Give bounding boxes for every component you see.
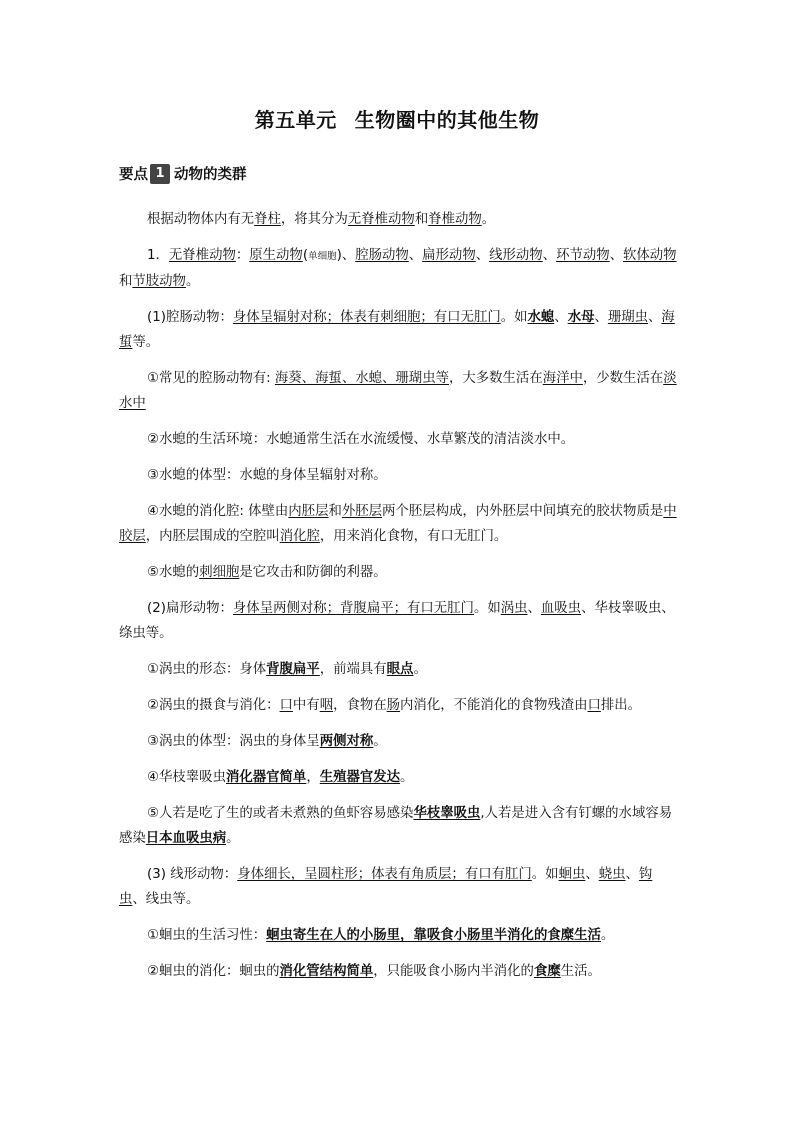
paragraph-flatworms [119, 596, 679, 646]
text: ②蛔虫的消化：蛔虫的 [147, 964, 280, 979]
section-prefix: 要点 [119, 167, 148, 183]
keyword: 华枝睾吸虫 [413, 806, 481, 821]
keyword: 原生动物 [249, 248, 303, 263]
keyword: 脊柱 [254, 212, 281, 227]
paragraph-intro [119, 207, 679, 232]
keyword: 线形动物 [489, 248, 543, 263]
keyword: 生殖器官发达 [319, 770, 401, 785]
text: ①蛔虫的生活习性： [147, 928, 267, 943]
page-title [0, 104, 794, 133]
text: 。 [481, 212, 496, 227]
text: 、华枝睾吸虫、绦虫等。 [119, 601, 675, 641]
keyword: 刺细胞 [199, 565, 240, 580]
text: ，大多数生活在 [448, 371, 543, 386]
paragraph-coelenterates-1 [119, 366, 679, 416]
keyword: 中胶层 [119, 504, 677, 544]
keyword: 内胚层 [288, 504, 329, 519]
text: 、 [527, 601, 541, 616]
keyword: 两侧对称 [319, 734, 374, 749]
keyword: 软体动物 [623, 248, 677, 263]
text: ，将其分为 [280, 212, 348, 227]
paragraph-coelenterates-2: ②水螅的生活环境：水螅通常生活在水流缓慢、水草繁茂的清洁淡水中。 [147, 432, 575, 447]
text: 是它攻击和防御的利器。 [239, 565, 387, 580]
paragraph-invertebrates [119, 243, 679, 294]
keyword: 消化管结构简单 [279, 964, 374, 979]
text: 、 [585, 867, 599, 882]
text: 。 [226, 831, 240, 846]
text: ， [306, 770, 320, 785]
text: 、 [554, 310, 568, 325]
paragraph-roundworms-1 [119, 923, 679, 948]
paragraph-coelenterates-3: ③水螅的体型：水螅的身体呈辐射对称。 [147, 468, 387, 483]
text: 。如 [500, 310, 528, 325]
paragraph-coelenterates-4 [119, 499, 679, 549]
text: 。如 [473, 601, 501, 616]
keyword: 蛔虫 [558, 867, 586, 882]
text: 生活。 [560, 964, 601, 979]
keyword: 海葵、海蜇、水螅、珊瑚虫等 [274, 371, 449, 386]
keyword: 血吸虫 [540, 601, 582, 616]
keyword: 节肢动物 [132, 274, 186, 289]
keyword: 蛲虫 [598, 867, 626, 882]
paragraph-roundworms [119, 862, 679, 912]
keyword: 外胚层 [341, 504, 383, 519]
text: 、 [648, 310, 662, 325]
section-number-badge: 1 [150, 164, 170, 184]
text: ③涡虫的体型：涡虫的身体呈 [147, 734, 320, 749]
text: (1)腔肠动物： [147, 310, 233, 325]
keyword: 身体细长，呈圆柱形；体表有角质层；有口有肛门 [237, 867, 532, 882]
text: 。 [600, 928, 615, 943]
text: 、 [609, 248, 624, 263]
text: ④华枝睾吸虫 [147, 770, 226, 785]
text: (3) 线形动物： [147, 867, 238, 882]
text: 和 [328, 504, 342, 519]
keyword: 海洋中 [542, 371, 583, 386]
keyword: 无脊椎动物 [347, 212, 415, 227]
paragraph-flatworms-4 [119, 765, 679, 790]
paragraph-flatworms-1 [119, 657, 679, 682]
paragraph-flatworms-3 [119, 729, 679, 754]
text: ，食物在 [333, 698, 387, 713]
text: ④水螅的消化腔: 体壁由 [147, 504, 289, 519]
text: ⑤水螅的 [147, 565, 200, 580]
keyword: 钩虫 [119, 867, 653, 907]
text: 排出。 [600, 698, 642, 713]
text: )、 [336, 248, 356, 263]
keyword: 水母 [567, 310, 595, 325]
text: ，只能吸食小肠内半消化的 [373, 964, 534, 979]
keyword: 背腹扁平 [266, 662, 320, 677]
text: ⑤人若是吃了生的或者未煮熟的鱼虾容易感染 [147, 806, 414, 821]
keyword: 淡水中 [119, 371, 677, 411]
text: 两个胚层构成，内外胚层中间填充的胶状物质是 [382, 504, 664, 519]
paragraph-coelenterates [119, 305, 679, 355]
text: 。 [413, 662, 427, 677]
text: ，内胚层围成的空腔叫 [145, 529, 280, 544]
keyword: 环节动物 [556, 248, 610, 263]
text: 中有 [292, 698, 320, 713]
keyword: 身体呈两侧对称；背腹扁平；有口无肛门 [232, 601, 474, 616]
text: 、 [475, 248, 490, 263]
text: ，前端具有 [319, 662, 387, 677]
note: 单细胞 [308, 251, 337, 262]
keyword: 珊瑚虫 [607, 310, 649, 325]
section-heading [119, 163, 247, 184]
text: ,人若是进入含有钉螺的水域容易感染 [119, 806, 673, 846]
text: 。如 [531, 867, 559, 882]
paragraph-flatworms-2 [119, 693, 679, 718]
keyword: 海蜇 [119, 310, 675, 350]
paragraph-flatworms-5 [119, 801, 679, 851]
text: ①涡虫的形态：身体 [147, 662, 267, 677]
text: 。 [400, 770, 414, 785]
text: 、 [594, 310, 608, 325]
text: 根据动物体内有无 [147, 212, 255, 227]
unit-label: 第五单元 [254, 108, 337, 132]
keyword: 消化腔 [279, 529, 320, 544]
keyword: 咽 [319, 698, 334, 713]
keyword: 扁形动物 [422, 248, 476, 263]
text: 1． [147, 248, 169, 263]
text: 。 [373, 734, 387, 749]
text: ( [302, 248, 309, 263]
text: 、线虫等。 [132, 892, 200, 907]
text: 内消化，不能消化的食物残渣由 [400, 698, 588, 713]
keyword: 身体呈辐射对称；体表有刺细胞；有口无肛门 [232, 310, 501, 325]
keyword: 消化器官简单 [225, 770, 307, 785]
text: 等。 [132, 335, 160, 350]
text: (2)扁形动物： [147, 601, 233, 616]
keyword: 口 [587, 698, 601, 713]
text: ，用来消化食物，有口无肛门。 [319, 529, 508, 544]
content-body [119, 207, 679, 995]
keyword: 水螅 [527, 310, 555, 325]
unit-name: 生物圈中的其他生物 [354, 108, 540, 132]
keyword: 脊椎动物 [428, 212, 482, 227]
keyword: 涡虫 [500, 601, 528, 616]
text: ①常见的腔肠动物有: [147, 371, 275, 386]
keyword: 日本血吸虫病 [145, 831, 227, 846]
text: 。 [185, 274, 200, 289]
text: 、 [625, 867, 639, 882]
keyword: 口 [279, 698, 293, 713]
paragraph-coelenterates-5 [119, 560, 679, 585]
keyword: 眼点 [386, 662, 414, 677]
text: ，少数生活在 [582, 371, 664, 386]
keyword: 蛔虫寄生在人的小肠里，靠吸食小肠里半消化的食糜生活 [266, 928, 601, 943]
keyword: 肠 [386, 698, 401, 713]
keyword: 食糜 [533, 964, 561, 979]
text: ②涡虫的摄食与消化： [147, 698, 280, 713]
text: 、 [408, 248, 423, 263]
text: 和 [414, 212, 429, 227]
section-label: 动物的类群 [174, 167, 247, 183]
text: ： [235, 248, 250, 263]
keyword: 无脊椎动物 [168, 248, 236, 263]
text: 和 [119, 274, 133, 289]
paragraph-roundworms-2 [119, 959, 679, 984]
text: 、 [542, 248, 557, 263]
keyword: 腔肠动物 [355, 248, 409, 263]
